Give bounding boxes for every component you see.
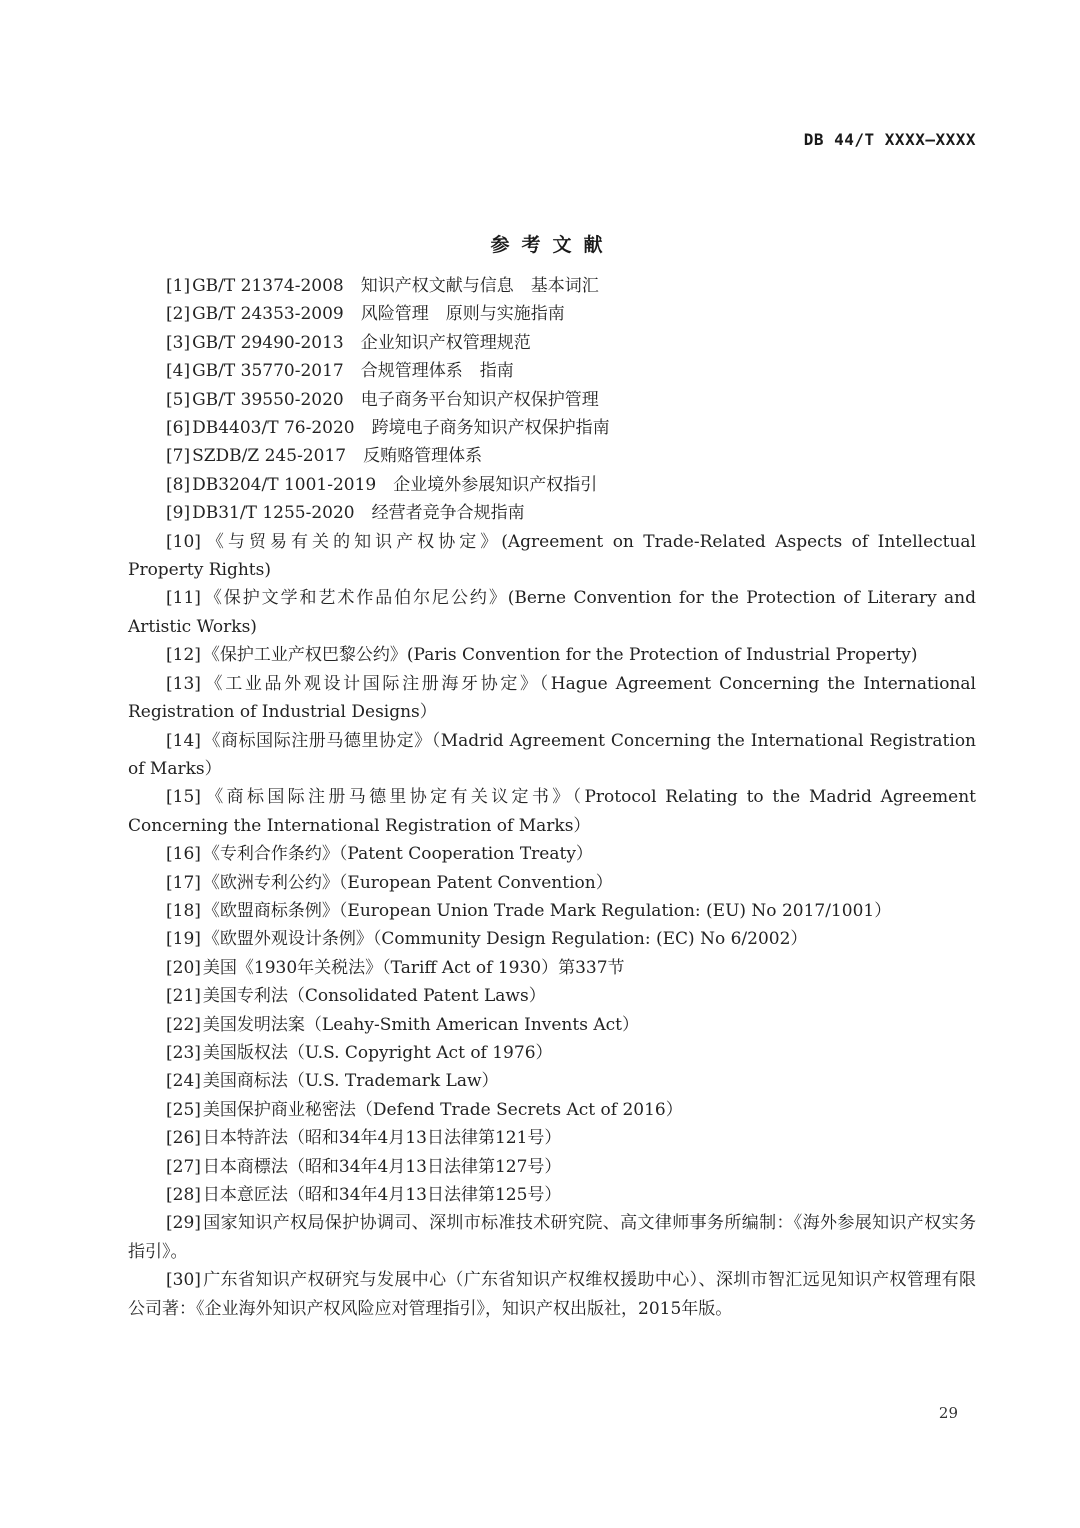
reference-item <box>128 897 976 925</box>
reference-item <box>128 442 976 470</box>
reference-text: GB/T 24353-2009 风险管理 原则与实施指南 <box>192 304 565 325</box>
reference-text: DB31/T 1255-2020 经营者竞争合规指南 <box>192 503 525 524</box>
reference-number: [21] <box>166 986 201 1007</box>
page-number: 29 <box>938 1404 958 1422</box>
reference-text: 美国版权法（U.S. Copyright Act of 1976） <box>202 1042 553 1063</box>
reference-item <box>128 925 976 953</box>
reference-text: GB/T 21374-2008 知识产权文献与信息 基本词汇 <box>192 276 599 296</box>
reference-item <box>128 1067 976 1095</box>
reference-item <box>128 357 976 385</box>
reference-number: [15] <box>166 787 201 808</box>
reference-text: GB/T 35770-2017 合规管理体系 指南 <box>192 361 514 382</box>
document-code-header: DB 44/T XXXX—XXXX <box>803 130 976 149</box>
reference-item <box>128 1011 976 1039</box>
reference-list <box>128 272 976 1323</box>
reference-number: [8] <box>166 474 191 495</box>
reference-text: DB3204/T 1001-2019 企业境外参展知识产权指引 <box>192 474 598 495</box>
reference-item <box>128 300 976 328</box>
reference-text: 《欧洲专利公约》（European Patent Convention） <box>202 872 613 893</box>
reference-item <box>128 727 976 784</box>
reference-item <box>128 499 976 527</box>
reference-item <box>128 528 976 585</box>
reference-item <box>128 584 976 641</box>
reference-item <box>128 982 976 1010</box>
reference-text: 日本特許法（昭和34年4月13日法律第121号） <box>202 1128 562 1149</box>
reference-number: [27] <box>166 1156 201 1177</box>
reference-number: [5] <box>166 389 191 410</box>
reference-text: 《专利合作条约》（Patent Cooperation Treaty） <box>202 844 593 865</box>
reference-text: 广东省知识产权研究与发展中心（广东省知识产权维权援助中心）、深圳市智汇远见知识产权管理有限公司著：《企业海外知识产权风险应对管理指引》，知识产权出版社，2015年版。 <box>128 1270 976 1319</box>
reference-text: 美国《1930年关税法》（Tariff Act of 1930）第337节 <box>202 957 625 978</box>
reference-text: 《商标国际注册马德里协定有关议定书》（Protocol Relating to the Madrid Agreement Concerning the International Registration of Marks） <box>128 787 976 836</box>
reference-item <box>128 954 976 982</box>
reference-number: [19] <box>166 929 201 950</box>
reference-number: [4] <box>166 361 191 382</box>
reference-text: SZDB/Z 245-2017 反贿赂管理体系 <box>192 446 483 467</box>
reference-item <box>128 670 976 727</box>
reference-item <box>128 471 976 499</box>
reference-text: 美国商标法（U.S. Trademark Law） <box>202 1071 499 1092</box>
reference-item <box>128 1153 976 1181</box>
reference-text: 美国保护商业秘密法（Defend Trade Secrets Act of 2016） <box>202 1099 683 1120</box>
reference-text: 日本意匠法（昭和34年4月13日法律第125号） <box>202 1185 562 1205</box>
reference-text: 《欧盟外观设计条例》（Community Design Regulation: (EC) No 6/2002） <box>202 929 808 950</box>
reference-number: [12] <box>166 645 201 666</box>
reference-item <box>128 1096 976 1124</box>
reference-text: 《保护文学和艺术作品伯尔尼公约》(Berne Convention for the Protection of Literary and Artistic Works) <box>128 588 976 637</box>
reference-item <box>128 414 976 442</box>
reference-number: [9] <box>166 503 191 524</box>
reference-number: [3] <box>166 332 191 353</box>
reference-number: [24] <box>166 1071 201 1092</box>
reference-text: 国家知识产权局保护协调司、深圳市标准技术研究院、高文律师事务所编制：《海外参展知识产权实务指引》。 <box>128 1213 976 1262</box>
reference-number: [10] <box>166 531 201 552</box>
reference-number: [17] <box>166 872 201 893</box>
page-title: 参考文献 <box>490 234 615 256</box>
reference-number: [14] <box>166 730 201 751</box>
reference-text: 《商标国际注册马德里协定》（Madrid Agreement Concerning the International Registration of Marks） <box>128 730 976 779</box>
reference-number: [16] <box>166 844 201 865</box>
reference-number: [13] <box>166 673 201 694</box>
reference-item <box>128 1266 976 1323</box>
reference-text: 美国专利法（Consolidated Patent Laws） <box>202 986 546 1007</box>
reference-text: GB/T 39550-2020 电子商务平台知识产权保护管理 <box>192 389 599 410</box>
reference-number: [29] <box>166 1213 201 1234</box>
reference-number: [11] <box>166 588 201 609</box>
reference-item <box>128 386 976 414</box>
reference-number: [7] <box>166 446 191 467</box>
reference-text: 《欧盟商标条例》（European Union Trade Mark Regulation: (EU) No 2017/1001） <box>202 900 892 921</box>
reference-item <box>128 329 976 357</box>
reference-number: [26] <box>166 1128 201 1149</box>
reference-number: [30] <box>166 1270 201 1291</box>
reference-number: [1] <box>166 276 191 296</box>
reference-number: [22] <box>166 1014 201 1035</box>
reference-text: 《保护工业产权巴黎公约》(Paris Convention for the Protection of Industrial Property) <box>202 645 918 666</box>
reference-text: 美国发明法案（Leahy-Smith American Invents Act） <box>202 1014 639 1035</box>
reference-item <box>128 272 976 300</box>
reference-number: [28] <box>166 1185 201 1205</box>
reference-text: DB4403/T 76-2020 跨境电子商务知识产权保护指南 <box>192 418 610 439</box>
reference-number: [2] <box>166 304 191 325</box>
reference-number: [23] <box>166 1042 201 1063</box>
reference-number: [6] <box>166 418 191 439</box>
reference-item <box>128 1124 976 1152</box>
reference-item <box>128 1039 976 1067</box>
reference-text: 《与贸易有关的知识产权协定》(Agreement on Trade-Related Aspects of Intellectual Property Rights) <box>128 531 976 581</box>
reference-item <box>128 783 976 840</box>
reference-text: GB/T 29490-2013 企业知识产权管理规范 <box>192 332 531 353</box>
reference-item <box>128 840 976 868</box>
reference-number: [25] <box>166 1099 201 1120</box>
reference-item <box>128 1209 976 1266</box>
reference-number: [18] <box>166 900 201 921</box>
reference-number: [20] <box>166 957 201 978</box>
reference-item <box>128 1181 976 1209</box>
reference-item <box>128 641 976 669</box>
reference-text: 日本商標法（昭和34年4月13日法律第127号） <box>202 1156 562 1177</box>
reference-text: 《工业品外观设计国际注册海牙协定》（Hague Agreement Concerning the International Registration of Industrial Designs） <box>128 673 976 723</box>
reference-item <box>128 869 976 897</box>
